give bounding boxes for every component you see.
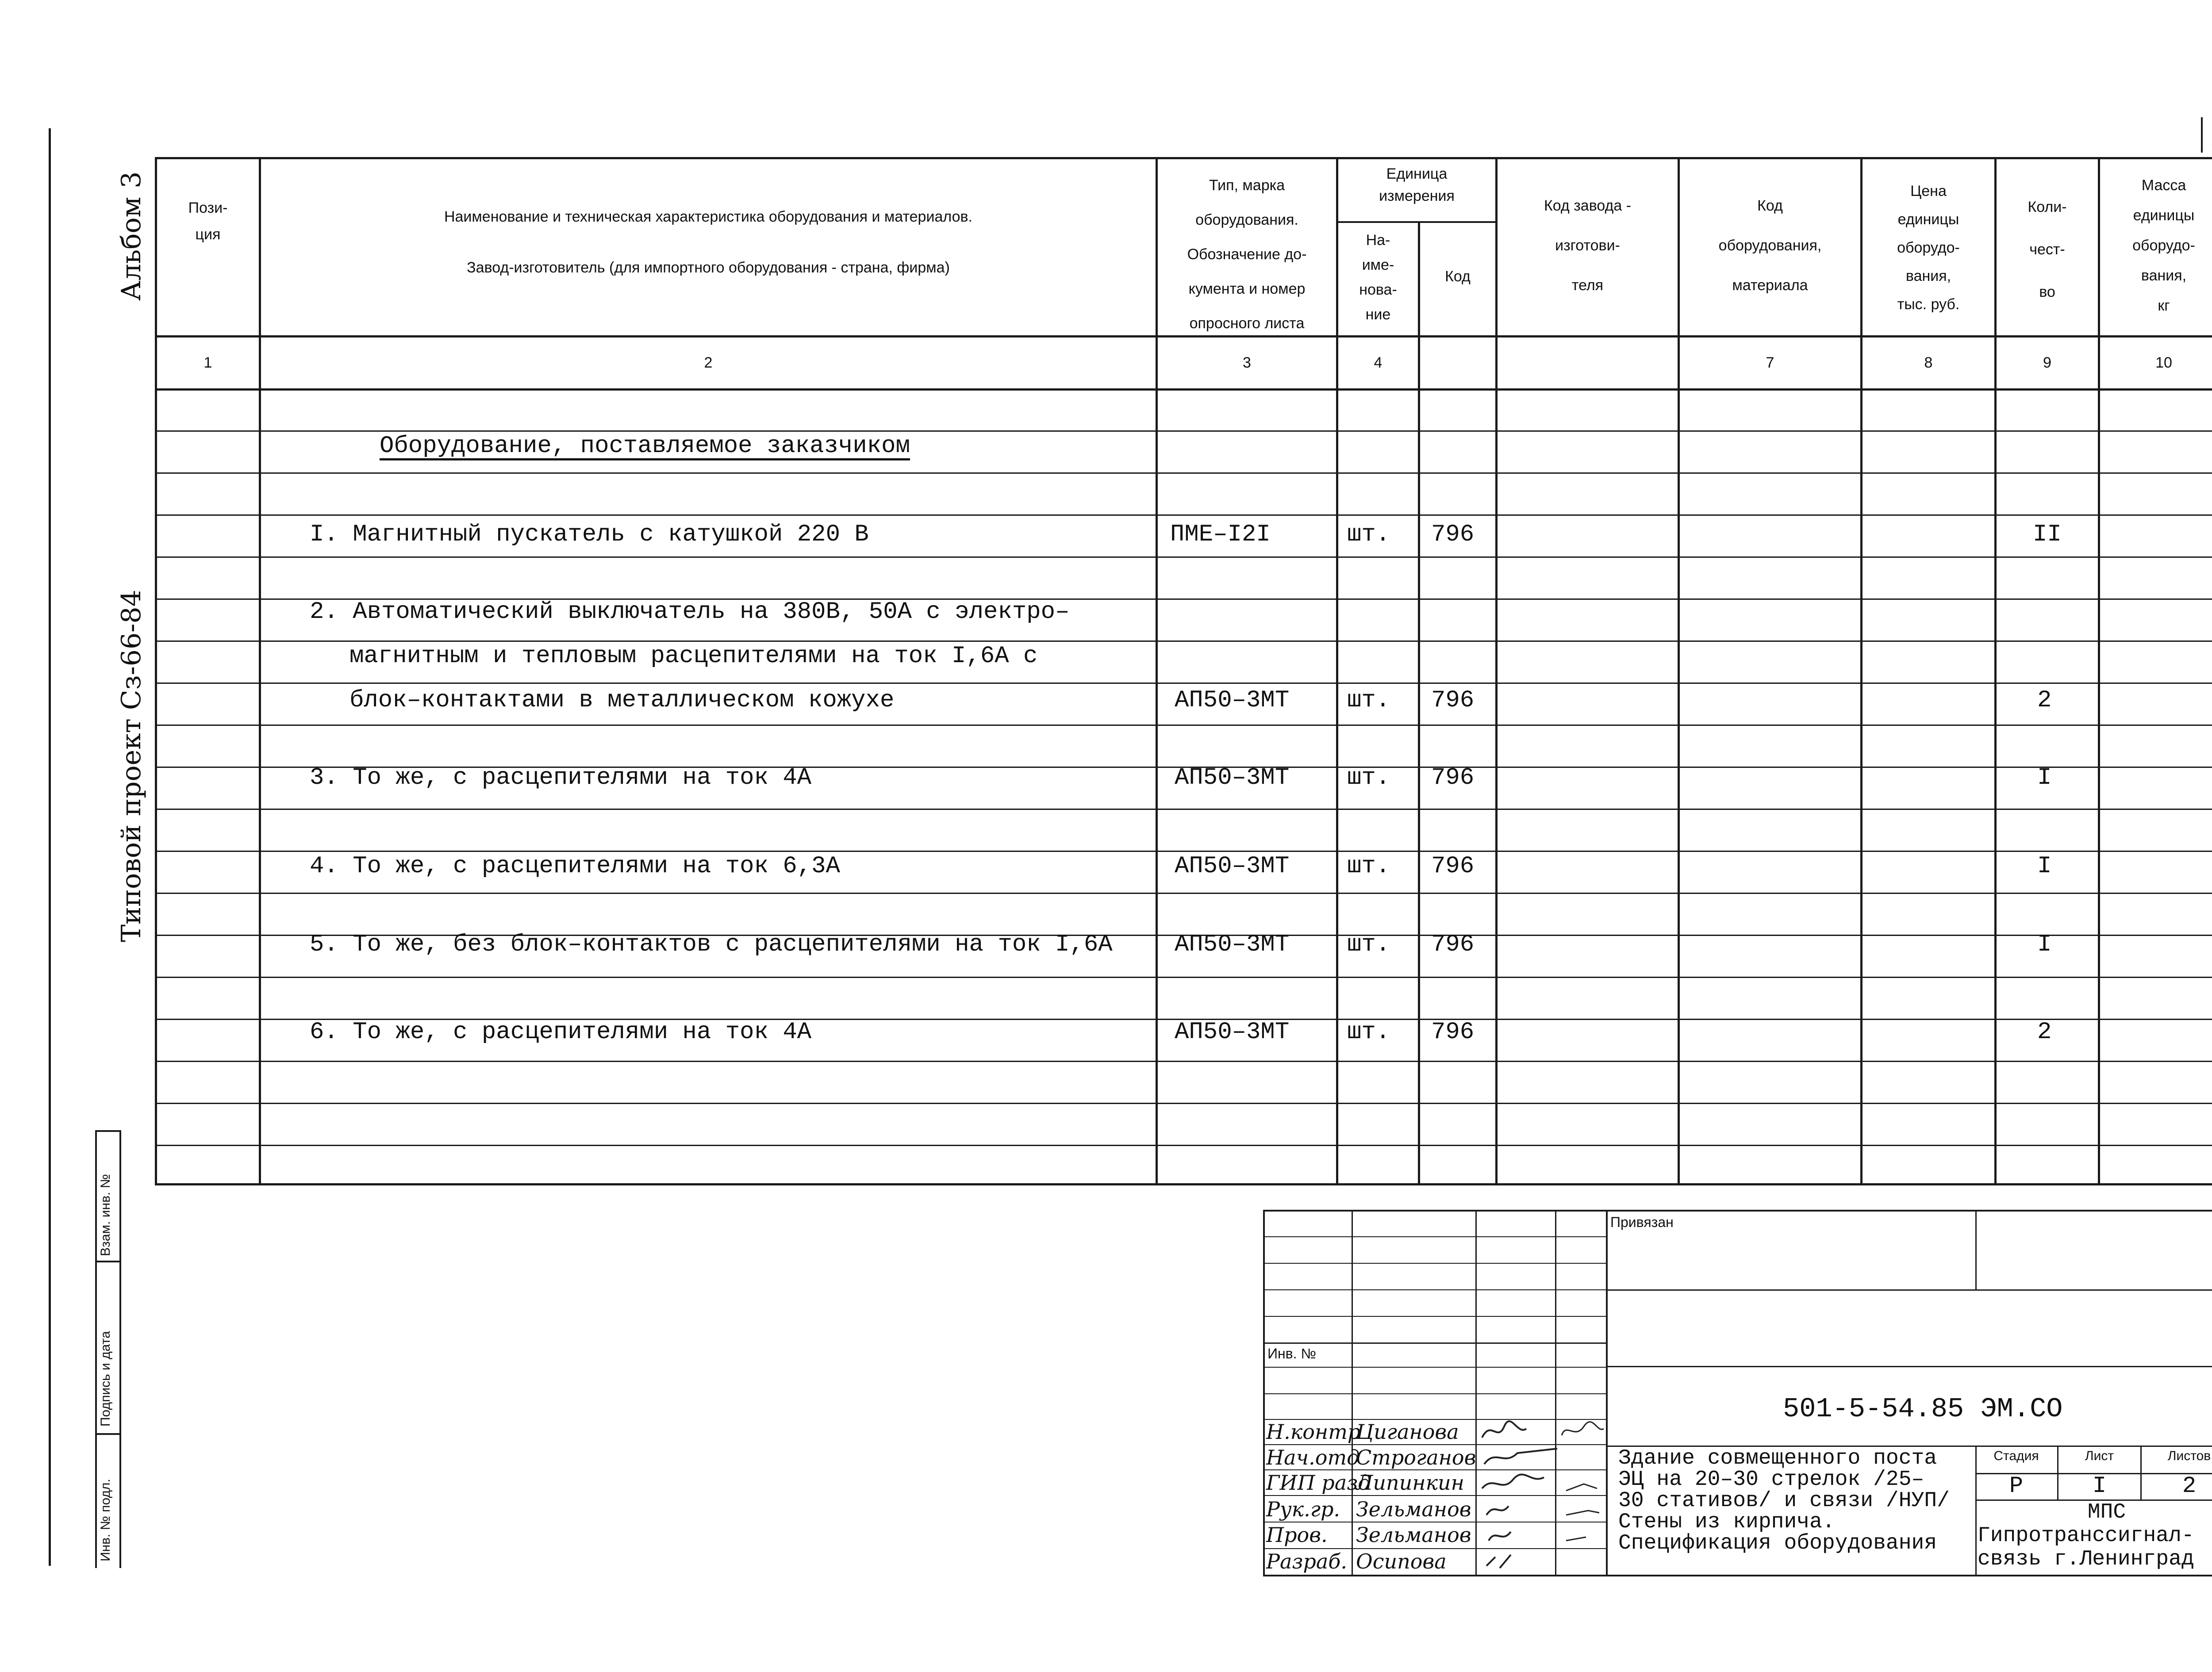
row-type: АП50–3МТ [1175, 1019, 1290, 1046]
row-unit: шт. [1347, 1019, 1390, 1046]
role-2: Нач.отд [1266, 1446, 1360, 1469]
row-code: 796 [1431, 853, 1475, 880]
row-unit: шт. [1347, 853, 1390, 880]
role-6: Разраб. [1266, 1549, 1348, 1573]
row-name-cont: магнитным и тепловым расцепителями на ток I,6А с [349, 643, 1038, 670]
role-4: Рук.гр. [1266, 1497, 1340, 1521]
org-name-1: Гипротранссигнал- [1978, 1524, 2194, 1548]
title-line-5: Спецификация оборудования [1618, 1531, 1937, 1555]
inv-label: Инв. № [1267, 1346, 1316, 1361]
hdr-type: Тип, марка оборудования. Обозначение до- кумента и номер опросного листа [1187, 177, 1307, 332]
sheet-label: Лист [2085, 1449, 2114, 1463]
hdr-equip-code: Код оборудования, материала [1718, 197, 1822, 294]
row-unit: шт. [1347, 687, 1390, 714]
row-code: 796 [1431, 931, 1475, 958]
person-3: Липинкин [1356, 1471, 1464, 1495]
title-line-3: 30 стативов/ и связи /НУП/ [1618, 1489, 1950, 1513]
sheets-value: 2 [2182, 1473, 2197, 1499]
row-name: 2. Автоматический выключатель на 380В, 50А с электро– [310, 598, 1070, 625]
hdr-unit-code: Код [1445, 268, 1471, 285]
person-4: Зельманов [1356, 1497, 1471, 1521]
row-code: 796 [1431, 521, 1475, 548]
row-type: АП50–3МТ [1175, 687, 1290, 714]
row-type: ПМЕ–I2I [1170, 521, 1271, 548]
org-ministry: МПС [2087, 1500, 2126, 1524]
colnum-7: 7 [1766, 354, 1774, 371]
person-6: Осипова [1356, 1549, 1447, 1573]
hdr-name-b: Завод-изготовитель (для импортного оборудования - страна, фирма) [467, 259, 950, 276]
hdr-unit: Единица измерения [1379, 165, 1455, 204]
row-name: 3. То же, с расцепителями на ток 4А [310, 764, 812, 791]
row-unit: шт. [1347, 521, 1390, 548]
album-label: Альбом 3 [116, 171, 147, 301]
title-line-2: ЭЦ на 20–30 стрелок /25– [1618, 1468, 1924, 1492]
row-code: 796 [1431, 1019, 1475, 1046]
row-name: 4. То же, с расцепителями на ток 6,3А [310, 853, 840, 880]
colnum-1: 1 [204, 354, 212, 371]
person-5: Зельманов [1356, 1523, 1471, 1547]
org-name-2: связь г.Ленинград [1978, 1547, 2194, 1571]
person-1: Циганова [1356, 1420, 1459, 1444]
stamp-sign-date: Подпись и дата [98, 1331, 113, 1427]
role-3: ГИП разд [1266, 1471, 1371, 1495]
row-qty: I [2037, 931, 2052, 958]
row-name: 5. То же, без блок–контактов с расцепителями на ток I,6А [310, 931, 1113, 958]
project-label: Типовой проект Сз-66-84 [116, 590, 147, 942]
row-unit: шт. [1347, 764, 1390, 791]
sheet-value: I [2092, 1473, 2107, 1499]
doc-code: 501-5-54.85 ЭМ.СО [1783, 1393, 2063, 1425]
hdr-qty: Коли- чест- во [2028, 199, 2067, 300]
row-code: 796 [1431, 687, 1475, 714]
colnum-10: 10 [2155, 354, 2172, 371]
colnum-8: 8 [1924, 354, 1933, 371]
hdr-mass: Масса единицы оборудо- вания, кг [2132, 177, 2195, 314]
stage-label: Стадия [1993, 1449, 2039, 1463]
title-line-1: Здание совмещенного поста [1618, 1446, 1937, 1470]
stage-value: Р [2009, 1473, 2024, 1499]
row-type: АП50–3МТ [1175, 764, 1290, 791]
row-type: АП50–3МТ [1175, 853, 1290, 880]
hdr-unit-name: На- име- нова- ние [1359, 232, 1397, 323]
sheets-label: Листов [2167, 1449, 2211, 1463]
privyazan-label: Привязан [1610, 1214, 1674, 1230]
left-margin-line [49, 128, 51, 1566]
hdr-maker-code: Код завода - изготови- теля [1544, 197, 1632, 294]
row-unit: шт. [1347, 931, 1390, 958]
row-qty: 2 [2037, 1019, 2052, 1046]
hdr-position: Пози- ция [188, 199, 228, 243]
row-code: 796 [1431, 764, 1475, 791]
stamp-inv-orig: Инв. № подл. [98, 1479, 113, 1561]
hdr-name-a: Наименование и техническая характеристика оборудования и материалов. [444, 208, 973, 225]
colnum-9: 9 [2043, 354, 2051, 371]
row-qty: I [2037, 853, 2052, 880]
role-1: Н.контр [1266, 1420, 1361, 1444]
stamp-replace-inv: Взам. инв. № [98, 1174, 113, 1256]
row-type: АП50–3МТ [1175, 931, 1290, 958]
role-5: Пров. [1266, 1523, 1328, 1547]
row-name-cont: блок–контактами в металлическом кожухе [349, 687, 895, 714]
row-name: 6. То же, с расцепителями на ток 4А [310, 1019, 812, 1046]
row-name: I. Магнитный пускатель с катушкой 220 В [310, 521, 869, 548]
row-qty: I [2037, 764, 2052, 791]
hdr-price: Цена единицы оборудо- вания, тыс. руб. [1897, 183, 1960, 313]
section-title: Оборудование, поставляемое заказчиком [380, 433, 910, 460]
colnum-4: 4 [1374, 354, 1382, 371]
colnum-3: 3 [1243, 354, 1251, 371]
title-line-4: Стены из кирпича. [1618, 1510, 1835, 1534]
colnum-2: 2 [704, 354, 713, 371]
signatures [1478, 1418, 1606, 1575]
row-qty: 2 [2037, 687, 2052, 714]
row-qty: II [2033, 521, 2062, 548]
person-2: Строганов [1356, 1446, 1476, 1469]
